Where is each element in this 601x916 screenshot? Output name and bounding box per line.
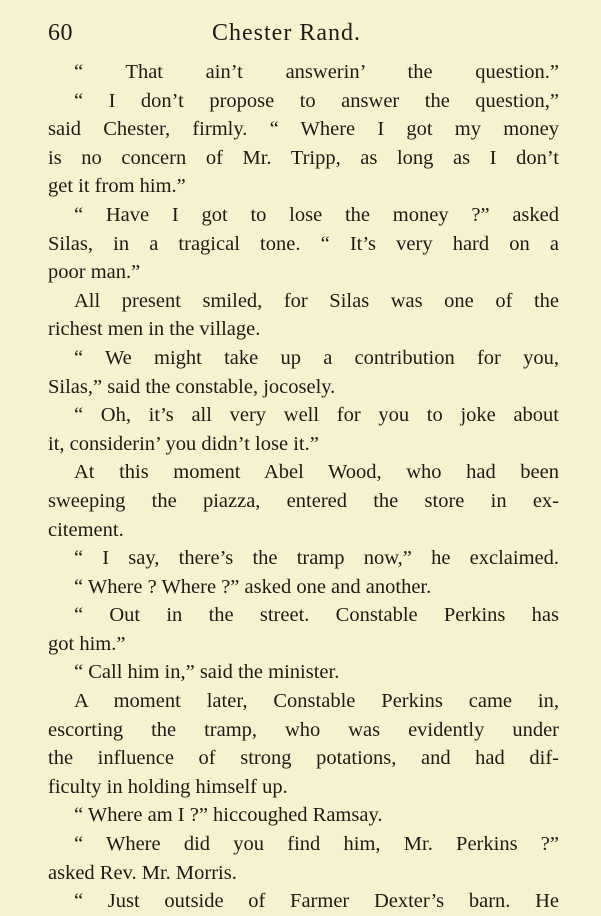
- running-title: Chester Rand.: [212, 20, 361, 46]
- text-line: “ Where am I ?” hiccoughed Ramsay.: [74, 804, 383, 827]
- body-text: [48, 58, 559, 916]
- text-line: sweeping the piazza, entered the store in ex-: [48, 489, 559, 512]
- text-line: At this moment Abel Wood, who had been: [74, 461, 559, 484]
- text-line: “ Where ? Where ?” asked one and another.: [74, 575, 432, 598]
- text-line: “ Where did you find him, Mr. Perkins ?”: [74, 833, 559, 856]
- text-line: asked Rev. Mr. Morris.: [48, 861, 237, 884]
- text-line: escorting the tramp, who was evidently under: [48, 718, 559, 741]
- text-line: “ That ain’t answerin’ the question.”: [74, 61, 559, 83]
- text-line: “ Have I got to lose the money ?” asked: [74, 203, 559, 226]
- text-line: richest men in the village.: [48, 318, 261, 341]
- text-line: said Chester, firmly. “ Where I got my money: [48, 118, 559, 141]
- text-line: poor man.”: [48, 261, 141, 284]
- text-line: it, considerin’ you didn’t lose it.”: [48, 432, 319, 455]
- text-line: get it from him.”: [48, 175, 186, 198]
- text-line: “ I don’t propose to answer the question,”: [74, 89, 559, 112]
- text-line: citement.: [48, 518, 124, 541]
- text-line: A moment later, Constable Perkins came in,: [74, 690, 559, 713]
- text-line: All present smiled, for Silas was one of the: [74, 289, 559, 312]
- page-header: [48, 18, 559, 52]
- text-line: “ Call him in,” said the minister.: [74, 661, 340, 684]
- page-number: 60: [48, 20, 73, 46]
- text-line: got him.”: [48, 632, 126, 655]
- text-line: Silas, in a tragical tone. “ It’s very hard on a: [48, 232, 559, 255]
- text-line: ficulty in holding himself up.: [48, 775, 288, 798]
- text-line: “ We might take up a contribution for you,: [74, 346, 559, 369]
- text-line: “ Oh, it’s all very well for you to joke about: [74, 404, 559, 427]
- text-line: is no concern of Mr. Tripp, as long as I don’t: [48, 146, 559, 169]
- text-line: the influence of strong potations, and had dif-: [48, 747, 559, 770]
- text-line: “ Just outside of Farmer Dexter’s barn. He: [74, 890, 559, 913]
- text-line: Silas,” said the constable, jocosely.: [48, 375, 336, 398]
- text-line: “ I say, there’s the tramp now,” he exclaimed.: [74, 547, 559, 570]
- text-line: “ Out in the street. Constable Perkins has: [74, 604, 559, 627]
